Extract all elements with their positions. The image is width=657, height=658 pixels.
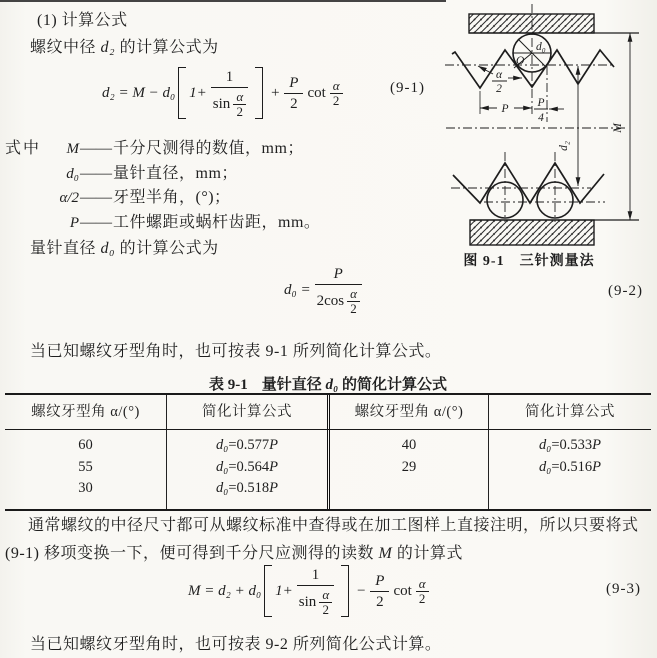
usual-thread-line1: 通常螺纹的中径尺寸都可从螺纹标准中查得或在加工图样上直接注明，所以只要将式 [28, 517, 639, 534]
var-d2: d₂ [100, 39, 116, 56]
table-label: 表 9-1 [208, 377, 248, 393]
usual-line2-post: 的计算式 [392, 545, 463, 562]
alpha-symbol: α [347, 287, 360, 302]
denominator-two: 2 [418, 590, 426, 606]
intro-d0-pre: 量针直径 [30, 240, 101, 257]
eq3-inner-lead: 1+ [275, 582, 293, 599]
figure-caption: 图 9-1 三针测量法 [463, 254, 595, 269]
col-header-angle-2: 螺纹牙型角 α/(°) [330, 395, 489, 429]
formula-p: P [592, 458, 601, 475]
denominator-two: 2 [376, 593, 384, 610]
alpha-half-fraction [330, 79, 343, 107]
table-9-1 [5, 393, 651, 511]
formula-value: =0.577 [228, 437, 270, 453]
col-header-formula-2: 简化计算公式 [525, 404, 615, 420]
where-row-d0 [5, 162, 320, 187]
label-p4-num: P [537, 97, 545, 109]
formula-value: =0.518 [228, 480, 270, 496]
table-body [5, 430, 651, 509]
micrometer-anvil-top [469, 14, 639, 33]
col-header-angle-1: 螺纹牙型角 α/(°) [5, 395, 167, 429]
two-cos-function: 2cos [316, 293, 345, 309]
var-M: M [378, 545, 393, 562]
label-p4-den: 4 [538, 112, 544, 124]
label-d2: d₂ [558, 141, 570, 151]
right-bracket [255, 67, 263, 119]
table-cell: 30 [78, 480, 93, 496]
table-cell: 29 [401, 458, 417, 475]
table-ref-line: 当已知螺纹牙型角时，也可按表 9-1 所列简化计算公式。 [30, 343, 442, 360]
label-alpha-den: 2 [496, 83, 502, 95]
table-cell: 55 [78, 458, 93, 475]
variable-definitions [5, 137, 320, 235]
intro-d2-pre: 螺纹中径 [30, 39, 101, 56]
denominator-two: 2 [350, 300, 357, 316]
denominator-two: 2 [290, 95, 298, 112]
p-over-two-fraction [284, 74, 303, 113]
table-cell [489, 435, 651, 457]
eq2-numerator: P [315, 265, 362, 285]
table-cell: 60 [78, 437, 93, 453]
label-d0: d₀ [536, 41, 546, 53]
formula-p: P [269, 458, 278, 475]
equation-9-1 [102, 57, 343, 129]
where-term-M: M [66, 141, 79, 157]
em-dash: —— [80, 213, 112, 231]
equation-number-9-3: (9-3) [606, 581, 641, 597]
eq2-lhs: d₀ = [284, 281, 311, 298]
left-bracket [178, 67, 186, 119]
angle-column-1 [5, 430, 167, 509]
label-M: M [612, 123, 624, 133]
where-term-P: P [69, 214, 79, 231]
thread-profile-upper [452, 50, 614, 88]
table-cell [489, 457, 651, 479]
angle-leader-left [478, 66, 493, 74]
equation-number-9-2: (9-2) [608, 283, 643, 299]
dimension-d2 [558, 66, 578, 186]
p-over-two-fraction [370, 572, 389, 611]
intro-d0-line [30, 235, 219, 258]
where-term-alpha: α/2 [59, 190, 79, 206]
p-symbol: P [370, 572, 389, 592]
formula-var: d₀ [216, 458, 229, 475]
where-label: 式中 [5, 140, 42, 157]
dimension-P4 [534, 97, 564, 124]
intro-d2-line [30, 34, 219, 57]
eq1-lhs: d₂ = M − d₀ [102, 84, 176, 101]
alpha-symbol: α [233, 90, 246, 105]
final-line: 当已知螺纹牙型角时，也可按表 9-2 所列简化公式计算。 [30, 636, 442, 653]
where-desc-M: 千分尺测得的数值，mm； [113, 140, 304, 157]
eq2-denominator [315, 285, 362, 315]
where-row-M [5, 137, 320, 162]
intro-d2-post: 的计算公式为 [115, 39, 219, 56]
eq3-lhs: M = d₂ + d₀ [188, 582, 262, 599]
equation-9-2 [284, 262, 366, 318]
table-title [5, 373, 651, 394]
eq3-minus: − [356, 582, 367, 599]
eq2-fraction [315, 265, 362, 315]
equation-9-3 [188, 556, 429, 626]
angle-column-2 [330, 430, 489, 509]
measuring-pins-bottom [487, 182, 573, 218]
formula-var: d₀ [216, 437, 229, 453]
table-cell: 40 [401, 437, 417, 453]
formula-column-1 [167, 430, 330, 509]
sin-function: sin [212, 96, 231, 112]
table-cell [167, 478, 327, 500]
micrometer-anvil-bottom [470, 220, 639, 245]
formula-p: P [592, 437, 601, 453]
label-O: O [516, 55, 525, 67]
formula-value: =0.533 [551, 437, 593, 453]
alpha-symbol: α [330, 79, 343, 94]
scan-artifact-line [0, 0, 446, 2]
formula-column-2 [489, 430, 651, 509]
alpha-symbol: α [416, 577, 429, 592]
alpha-half-fraction [347, 287, 360, 315]
where-desc-d0: 量针直径，mm； [113, 164, 238, 182]
table-title-post: 的简化计算公式 [338, 377, 447, 393]
eq1-numerator: 1 [211, 68, 248, 88]
where-term-d0: d₀ [66, 165, 79, 182]
alpha-half-fraction [319, 588, 332, 616]
dimension-P [480, 91, 532, 115]
left-bracket [264, 565, 272, 617]
sin-function: sin [298, 594, 317, 610]
em-dash: —— [80, 189, 112, 206]
em-dash: —— [80, 140, 112, 157]
table-cell [167, 457, 327, 479]
var-d0: d₀ [100, 240, 116, 257]
figure-9-1-three-wire-method [437, 0, 657, 275]
dimension-M [612, 33, 630, 220]
denominator-two: 2 [236, 103, 243, 119]
eq1-main-fraction [211, 68, 248, 118]
col-header-formula-1: 简化计算公式 [167, 395, 330, 429]
formula-var: d₀ [216, 480, 229, 496]
centerlines [445, 4, 627, 222]
formula-var: d₀ [539, 437, 552, 453]
intro-d0-post: 的计算公式为 [115, 240, 219, 257]
section-heading: (1) 计算公式 [37, 12, 128, 29]
eq3-main-fraction [297, 566, 334, 616]
table-title-var-d0: d₀ [325, 377, 339, 393]
where-desc-alpha: 牙型半角，(°)； [113, 189, 231, 206]
label-alpha: α [495, 69, 503, 81]
where-desc-P: 工件螺距或蜗杆齿距，mm。 [113, 213, 321, 231]
label-P: P [501, 103, 509, 115]
cot-function: cot [307, 84, 326, 101]
formula-value: =0.564 [228, 458, 270, 475]
eq3-denominator [297, 586, 334, 616]
cot-function: cot [393, 582, 412, 599]
alpha-half-fraction [416, 577, 429, 605]
formula-p: P [269, 480, 278, 496]
where-row-P [5, 211, 320, 236]
formula-value: =0.516 [551, 458, 593, 475]
formula-p: P [269, 437, 278, 453]
right-bracket [341, 565, 349, 617]
table-title-pre: 量针直径 [261, 377, 326, 393]
table-cell [167, 435, 327, 457]
eq1-denominator [211, 88, 248, 118]
em-dash: —— [80, 164, 112, 182]
alpha-half-fraction [233, 90, 246, 118]
eq1-plus: + [270, 84, 281, 101]
usual-line2-pre: (9-1) 移项变换一下，便可得到千分尺应测得的读数 [5, 545, 379, 562]
eq1-inner-lead: 1+ [189, 84, 207, 101]
alpha-symbol: α [319, 588, 332, 603]
denominator-two: 2 [332, 92, 340, 108]
table-header-row [5, 395, 651, 430]
where-row-alpha [5, 186, 320, 211]
thread-profile-lower [453, 163, 604, 203]
p-symbol: P [284, 74, 303, 94]
formula-var: d₀ [539, 458, 552, 475]
denominator-two: 2 [322, 601, 329, 617]
eq3-numerator: 1 [297, 566, 334, 586]
equation-number-9-1: (9-1) [390, 80, 425, 96]
